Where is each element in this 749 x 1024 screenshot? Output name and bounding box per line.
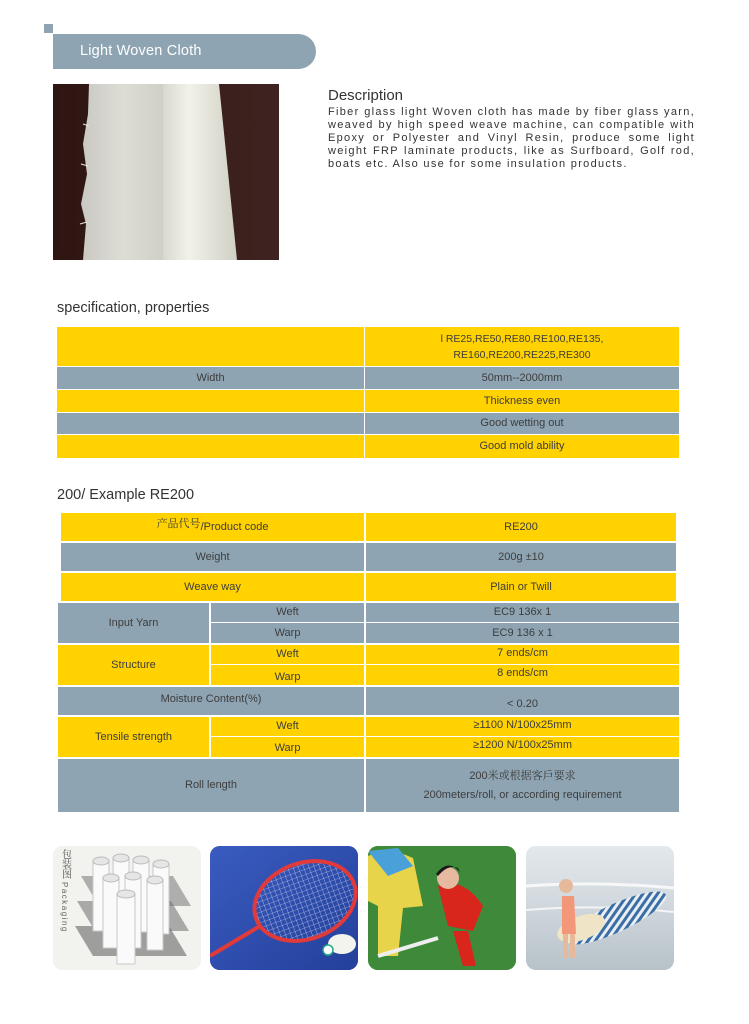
input-yarn-warp-label: Warp [211, 623, 364, 643]
structure-weft-label: Weft [211, 645, 364, 664]
input-yarn-warp-value: EC9 136 x 1 [366, 623, 679, 643]
tensile-warp-label: Warp [211, 737, 364, 757]
badminton-racket-image [210, 846, 358, 970]
surfboard-image [526, 846, 674, 970]
page-title: Light Woven Cloth [53, 34, 316, 69]
weight-value: 200g ±10 [366, 543, 676, 571]
spec-row-2-label [57, 390, 364, 412]
tensile-weft-value: ≥1100 N/100x25mm [366, 717, 679, 736]
roll-length-value [366, 759, 679, 812]
structure-weft-value: 7 ends/cm [366, 645, 679, 664]
packaging-rolls-illustration [53, 846, 201, 970]
tensile-label: Tensile strength [58, 717, 209, 757]
spec-row-0-value [365, 327, 679, 366]
spec-row-1-value: 50mm--2000mm [365, 367, 679, 389]
description-heading: Description [328, 87, 404, 104]
packaging-label-en: Packaging [60, 882, 69, 933]
structure-label: Structure [58, 645, 209, 685]
input-yarn-label: Input Yarn [58, 603, 209, 643]
moisture-value: < 0.20 [366, 687, 679, 715]
woven-cloth-image [53, 84, 279, 260]
product-code-label [61, 513, 364, 541]
roll-length-value-en: 200meters/roll, or according requirement [423, 788, 622, 801]
header-square-decoration [44, 24, 53, 33]
spec-models-line1: l RE25,RE50,RE80,RE100,RE135, [440, 332, 604, 345]
roll-length-value-cn: 200米或根据客戶要求 [469, 769, 576, 782]
spec-row-4-label [57, 435, 364, 458]
product-photo [53, 84, 279, 260]
input-yarn-weft-value: EC9 136x 1 [366, 603, 679, 622]
spec-row-4-value: Good mold ability [365, 435, 679, 458]
spec-row-0-label [57, 327, 364, 366]
description-text: Fiber glass light Woven cloth has made by fiber glass yarn, weaved by high speed weave machine, can compatible with Epoxy or Polyester and Vinyl Resin, produce some light weight FRP laminate products, like as Surfboard, Golf rod, boats etc. Also use for some insulation products. [328, 106, 695, 170]
weave-way-value: Plain or Twill [366, 573, 676, 601]
structure-warp-label: Warp [211, 665, 364, 685]
packaging-label-cn: 包装图 [62, 850, 72, 881]
product-code-label-en: /Product code [200, 520, 269, 533]
spec-row-2-value: Thickness even [365, 390, 679, 412]
spec-heading: specification, properties [57, 300, 210, 316]
spec-row-3-label [57, 413, 364, 434]
tensile-warp-value: ≥1200 N/100x25mm [366, 737, 679, 757]
input-yarn-weft-label: Weft [211, 603, 364, 622]
field-hockey-illustration [368, 846, 516, 970]
spec-row-3-value: Good wetting out [365, 413, 679, 434]
packaging-image [53, 846, 201, 970]
roll-length-label: Roll length [58, 759, 364, 812]
product-code-value: RE200 [366, 513, 676, 541]
weave-way-label: Weave way [61, 573, 364, 601]
badminton-racket-illustration [210, 846, 358, 970]
spec-row-1-label: Width [57, 367, 364, 389]
moisture-label: Moisture Content(%) [58, 687, 364, 715]
spec-models-line2: RE160,RE200,RE225,RE300 [453, 348, 591, 361]
product-code-label-cn: 产品代号 [156, 517, 201, 530]
field-hockey-image [368, 846, 516, 970]
tensile-weft-label: Weft [211, 717, 364, 736]
example-heading: 200/ Example RE200 [57, 487, 195, 503]
weight-label: Weight [61, 543, 364, 571]
surfboard-illustration [526, 846, 674, 970]
structure-warp-value: 8 ends/cm [366, 665, 679, 685]
